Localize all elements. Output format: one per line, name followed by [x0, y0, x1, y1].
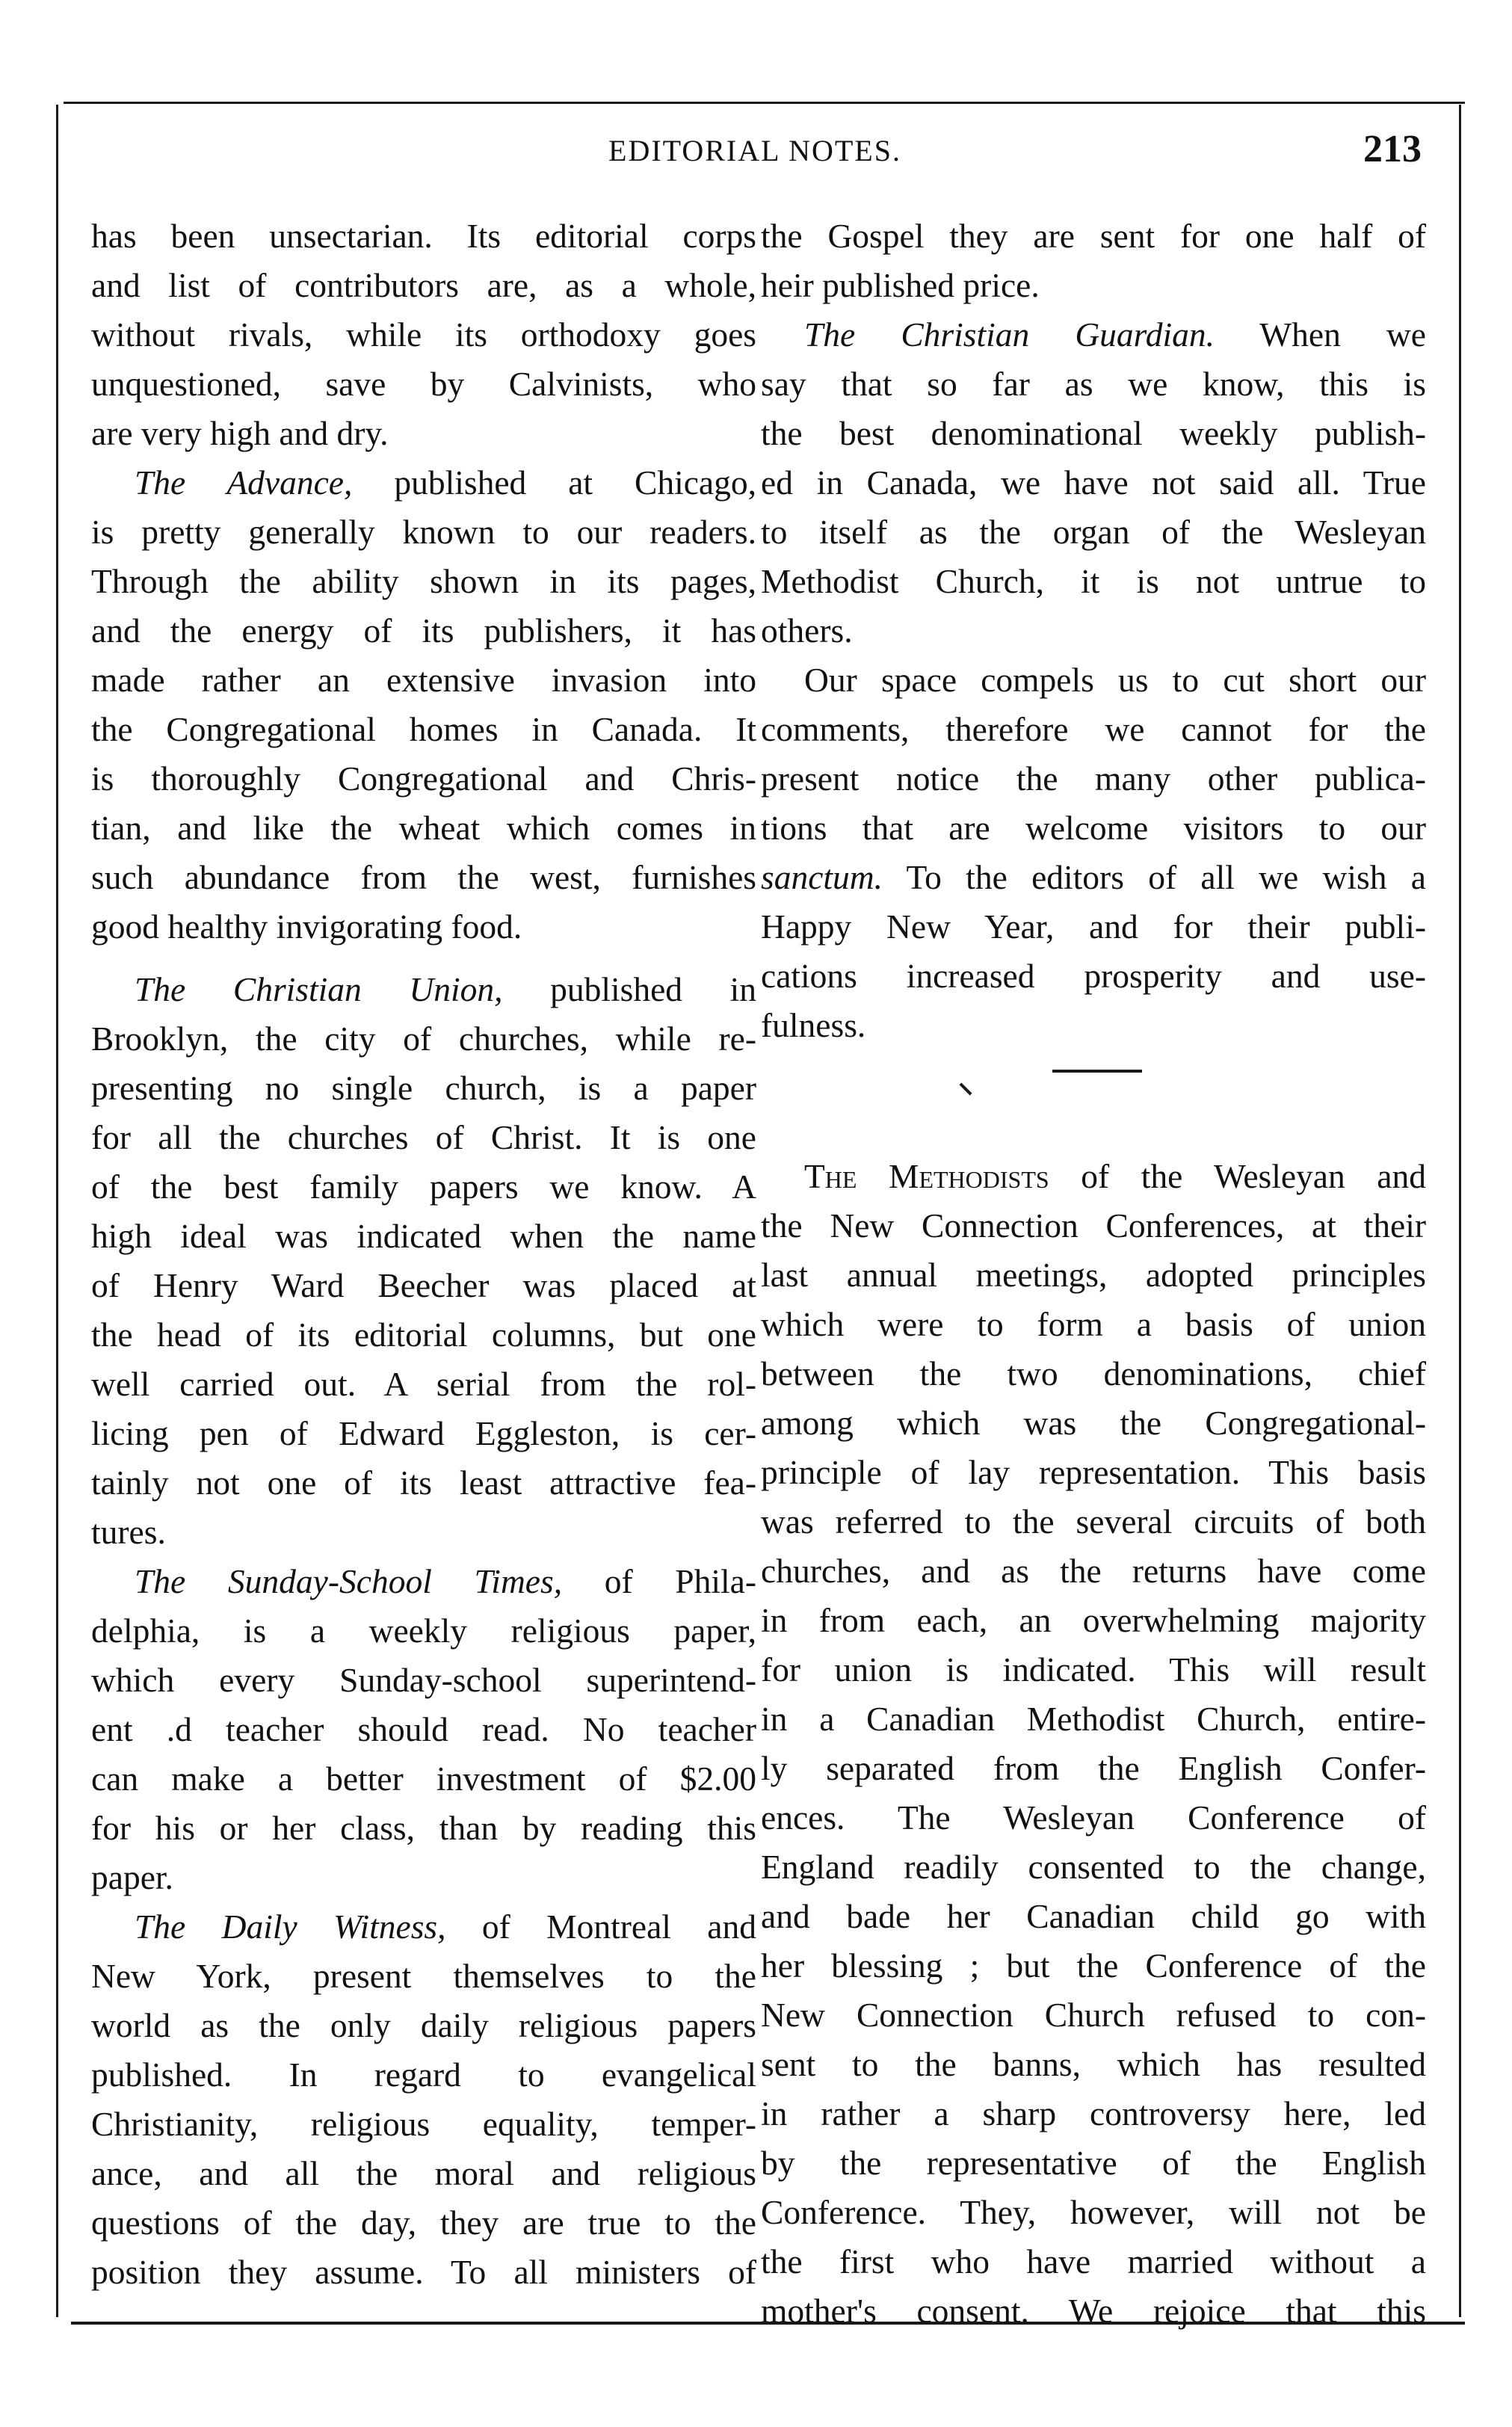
paragraph-daily-witness	[91, 1902, 756, 2297]
text-line: made rather an extensive invasion into	[91, 661, 756, 699]
publication-title: The Christian Guardian.	[804, 315, 1215, 354]
text-line: world as the only daily religious papers	[91, 2006, 756, 2044]
text-line: of Henry Ward Beecher was placed at	[91, 1266, 756, 1304]
text-line: cations increased prosperity and use-	[761, 957, 1426, 995]
text-line: the best denominational weekly publish-	[761, 414, 1426, 452]
text-line: can make a better investment of $2.00	[91, 1760, 756, 1798]
text-line: ly separated from the English Confer-	[761, 1749, 1426, 1787]
text-line: is thoroughly Congregational and Chris-	[91, 759, 756, 798]
text-line: for his or her class, than by reading this	[91, 1809, 756, 1847]
text-line: The Christian Guardian. When we	[804, 315, 1426, 354]
text-line: among which was the Congregational-	[761, 1404, 1426, 1442]
left-border-rule	[56, 105, 58, 2317]
text-line: has been unsectarian. Its editorial corps	[91, 217, 756, 255]
text-line: Christianity, religious equality, temper-	[91, 2105, 756, 2143]
text-line: and the energy of its publishers, it has	[91, 611, 756, 650]
text-line: the Congregational homes in Canada. It	[91, 710, 756, 748]
text-line: in from each, an overwhelming majority	[761, 1601, 1426, 1639]
text-line: The Advance, published at Chicago,	[135, 463, 757, 502]
text-line: churches, and as the returns have come	[761, 1552, 1426, 1590]
text-line: tions that are welcome visitors to our	[761, 809, 1426, 847]
text-line: The Sunday-School Times, of Phila-	[135, 1562, 756, 1600]
text-line: was referred to the several circuits of both	[761, 1502, 1426, 1541]
page-number: 213	[1363, 128, 1422, 170]
text-line: presenting no single church, is a paper	[91, 1069, 756, 1107]
paragraph-our-space	[761, 656, 1426, 1050]
paragraph-methodists	[761, 1152, 1426, 2336]
text-line: such abundance from the west, furnishes	[91, 858, 756, 896]
paragraph-christian-guardian	[761, 310, 1426, 656]
text-line: licing pen of Edward Eggleston, is cer-	[91, 1414, 756, 1452]
text-line: and list of contributors are, as a whole,	[91, 266, 756, 304]
text-line: Happy New Year, and for their publi-	[761, 907, 1426, 946]
text-line: comments, therefore we cannot for the	[761, 710, 1426, 748]
text-line: is pretty generally known to our readers.	[91, 513, 756, 551]
text-line: the head of its editorial columns, but one	[91, 1316, 756, 1354]
text-line: which every Sunday-school superintend-	[91, 1661, 756, 1699]
paragraph-sunday-school-times	[91, 1557, 756, 1902]
text-line: ent .d teacher should read. No teacher	[91, 1710, 756, 1748]
text-line: present notice the many other publica-	[761, 759, 1426, 798]
separator-rule	[1052, 1070, 1142, 1073]
left-column	[91, 212, 756, 2297]
running-title: EDITORIAL NOTES.	[608, 134, 901, 167]
text-line: for union is indicated. This will result	[761, 1650, 1426, 1689]
text-line: delphia, is a weekly religious paper,	[91, 1612, 756, 1650]
publication-title: The Sunday-School Times,	[135, 1562, 563, 1600]
text-line: unquestioned, save by Calvinists, who	[91, 365, 756, 403]
italic-word: sanctum.	[761, 858, 883, 896]
text-line: questions of the day, they are true to the	[91, 2204, 756, 2242]
text-line: Methodist Church, it is not untrue to	[761, 562, 1426, 600]
separator-tick	[960, 1083, 972, 1096]
running-head	[82, 127, 1428, 179]
right-column	[761, 212, 1426, 2336]
text-line: tures.	[91, 1513, 166, 1551]
text-line: Conference. They, however, will not be	[761, 2193, 1426, 2231]
text-line: heir published price.	[761, 266, 1040, 304]
text-line: The Daily Witness, of Montreal and	[135, 1908, 756, 1946]
publication-title: The Advance,	[135, 463, 353, 502]
text-line: which were to form a basis of union	[761, 1305, 1426, 1343]
text-line: by the representative of the English	[761, 2144, 1426, 2182]
text-line: ance, and all the moral and religious	[91, 2154, 756, 2192]
text-line: ed in Canada, we have not said all. True	[761, 463, 1426, 502]
text-line: published. In regard to evangelical	[91, 2056, 756, 2094]
text-line: last annual meetings, adopted principles	[761, 1256, 1426, 1294]
text-line: without rivals, while its orthodoxy goes	[91, 315, 756, 354]
text-line: in a Canadian Methodist Church, entire-	[761, 1700, 1426, 1738]
paragraph-gospel-continuation	[761, 212, 1426, 310]
text-line: the Gospel they are sent for one half of	[761, 217, 1426, 255]
text-line: are very high and dry.	[91, 414, 389, 452]
publication-title: The Christian Union,	[135, 970, 503, 1008]
text-line: for all the churches of Christ. It is one	[91, 1118, 756, 1156]
text-line: of the best family papers we know. A	[91, 1168, 756, 1206]
text-line: position they assume. To all ministers of	[91, 2253, 756, 2291]
text-line: others.	[761, 611, 853, 650]
text-line: principle of lay representation. This basis	[761, 1453, 1426, 1491]
text-line: New York, present themselves to the	[91, 1957, 756, 1995]
small-caps-lead: The Methodists	[804, 1157, 1049, 1195]
right-border-rule	[1459, 105, 1461, 2317]
text-line: to itself as the organ of the Wesleyan	[761, 513, 1426, 551]
text-line: high ideal was indicated when the name	[91, 1217, 756, 1255]
text-line: The Christian Union, published in	[135, 970, 757, 1008]
text-line: in rather a sharp controversy here, led	[761, 2094, 1426, 2133]
publication-title: The Daily Witness,	[135, 1908, 446, 1946]
paragraph-christian-union	[91, 965, 756, 1557]
text-line: fulness.	[761, 1006, 866, 1044]
text-line: between the two denominations, chief	[761, 1354, 1426, 1393]
section-separator	[761, 1050, 1426, 1117]
text-line: say that so far as we know, this is	[761, 365, 1426, 403]
text-line: the New Connection Conferences, at their	[761, 1206, 1426, 1245]
text-line: mother's consent. We rejoice that this	[761, 2292, 1426, 2330]
text-line: The Methodists of the Wesleyan and	[804, 1157, 1426, 1195]
paragraph-unsectarian	[91, 212, 756, 458]
text-line: sanctum. To the editors of all we wish a	[761, 858, 1426, 896]
text-line: ences. The Wesleyan Conference of	[761, 1798, 1426, 1837]
text-line: well carried out. A serial from the rol-	[91, 1365, 756, 1403]
text-line: tian, and like the wheat which comes in	[91, 809, 756, 847]
paragraph-the-advance	[91, 458, 756, 952]
text-line: paper.	[91, 1858, 173, 1896]
text-line: good healthy invigorating food.	[91, 907, 522, 946]
text-line: New Connection Church refused to con-	[761, 1996, 1426, 2034]
text-line: Through the ability shown in its pages,	[91, 562, 756, 600]
text-line: the first who have married without a	[761, 2242, 1426, 2280]
text-line: and bade her Canadian child go with	[761, 1897, 1426, 1935]
text-line: sent to the banns, which has resulted	[761, 2045, 1426, 2083]
text-line: her blessing ; but the Conference of the	[761, 1946, 1426, 1985]
text-line: England readily consented to the change,	[761, 1848, 1426, 1886]
text-line: Our space compels us to cut short our	[804, 661, 1426, 699]
text-line: tainly not one of its least attractive fea-	[91, 1464, 756, 1502]
text-line: Brooklyn, the city of churches, while re-	[91, 1020, 756, 1058]
top-border-rule	[64, 102, 1465, 104]
